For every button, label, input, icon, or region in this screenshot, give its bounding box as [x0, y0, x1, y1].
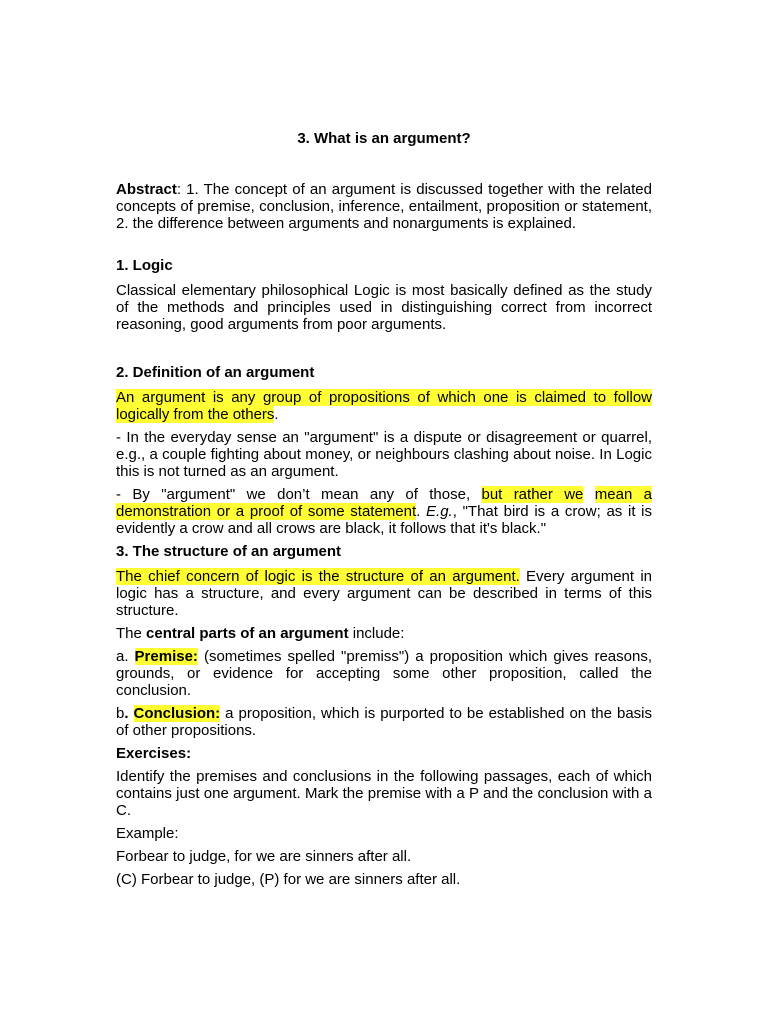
demonstration-mid: . — [416, 503, 427, 520]
demonstration-start: - By "argument" we don’t mean any of those, — [116, 486, 482, 503]
conclusion-definition — [116, 705, 652, 739]
central-parts-paragraph — [116, 625, 652, 642]
exercises-instructions: Identify the premises and conclusions in the following passages, each of which contains just one argument. Mark the premise with a P and the conclusion with a C. — [116, 768, 652, 819]
example-label: Example: — [116, 825, 179, 842]
section-2-heading: 2. Definition of an argument — [116, 364, 315, 381]
central-parts-start: The — [116, 625, 147, 642]
conclusion-term: Conclusion: — [133, 705, 221, 722]
page-title: 3. What is an argument? — [297, 130, 471, 147]
everyday-sense-paragraph: - In the everyday sense an "argument" is a dispute or disagreement or quarrel, e.g., a couple fighting about money, or neighbours clashing about noise. In Logic this is not turned as an argument. — [116, 429, 652, 480]
premise-definition — [116, 648, 652, 699]
exercises-heading: Exercises: — [116, 745, 192, 762]
conclusion-text: a proposition, which is purported to be established on the basis of other propositions. — [116, 705, 653, 739]
section-1-heading: 1. Logic — [116, 257, 173, 274]
demonstration-highlight-2: mean a demonstration or a proof of some statement — [116, 486, 652, 520]
conclusion-prefix: b — [116, 705, 125, 722]
demonstration-paragraph — [116, 486, 652, 537]
abstract-paragraph — [116, 181, 652, 232]
structure-highlight: The chief concern of logic is the structure of an argument. — [116, 568, 520, 585]
conclusion-dot: . — [124, 705, 134, 722]
premise-text: (sometimes spelled "premiss") a proposition which gives reasons, grounds, or evidence for accepting some other proposition, called the conclusion. — [116, 648, 652, 699]
central-parts-end: include: — [348, 625, 405, 642]
structure-paragraph — [116, 568, 652, 619]
argument-definition-highlight: An argument is any group of propositions of which one is claimed to follow logically from the others — [116, 389, 652, 423]
document-page — [116, 130, 652, 888]
section-3-heading: 3. The structure of an argument — [116, 543, 342, 560]
demonstration-end: , "That bird is a crow; as it is evidently a crow and all crows are black, it follows that it's black." — [116, 503, 653, 537]
argument-definition-paragraph — [116, 389, 652, 423]
demonstration-highlight-1: but rather we — [481, 486, 584, 503]
example-text: Forbear to judge, for we are sinners after all. — [116, 848, 412, 865]
argument-definition-end: . — [274, 406, 279, 423]
abstract-label: Abstract — [116, 181, 177, 198]
abstract-text: : 1. The concept of an argument is discussed together with the related concepts of premise, conclusion, inference, entailment, proposition or statement, 2. the difference between arguments and nonarguments is explained. — [116, 181, 652, 232]
demonstration-space — [583, 486, 594, 503]
section-1-paragraph: Classical elementary philosophical Logic is most basically defined as the study of the methods and principles used in distinguishing correct from incorrect reasoning, good arguments from poor arguments. — [116, 282, 652, 333]
example-marked: (C) Forbear to judge, (P) for we are sinners after all. — [116, 871, 461, 888]
premise-prefix: a. — [116, 648, 135, 665]
demonstration-eg: E.g. — [426, 503, 453, 520]
structure-rest: Every argument in logic has a structure, and every argument can be described in terms of this structure. — [116, 568, 652, 619]
central-parts-bold: central parts of an argument — [146, 625, 349, 642]
premise-term: Premise: — [134, 648, 198, 665]
